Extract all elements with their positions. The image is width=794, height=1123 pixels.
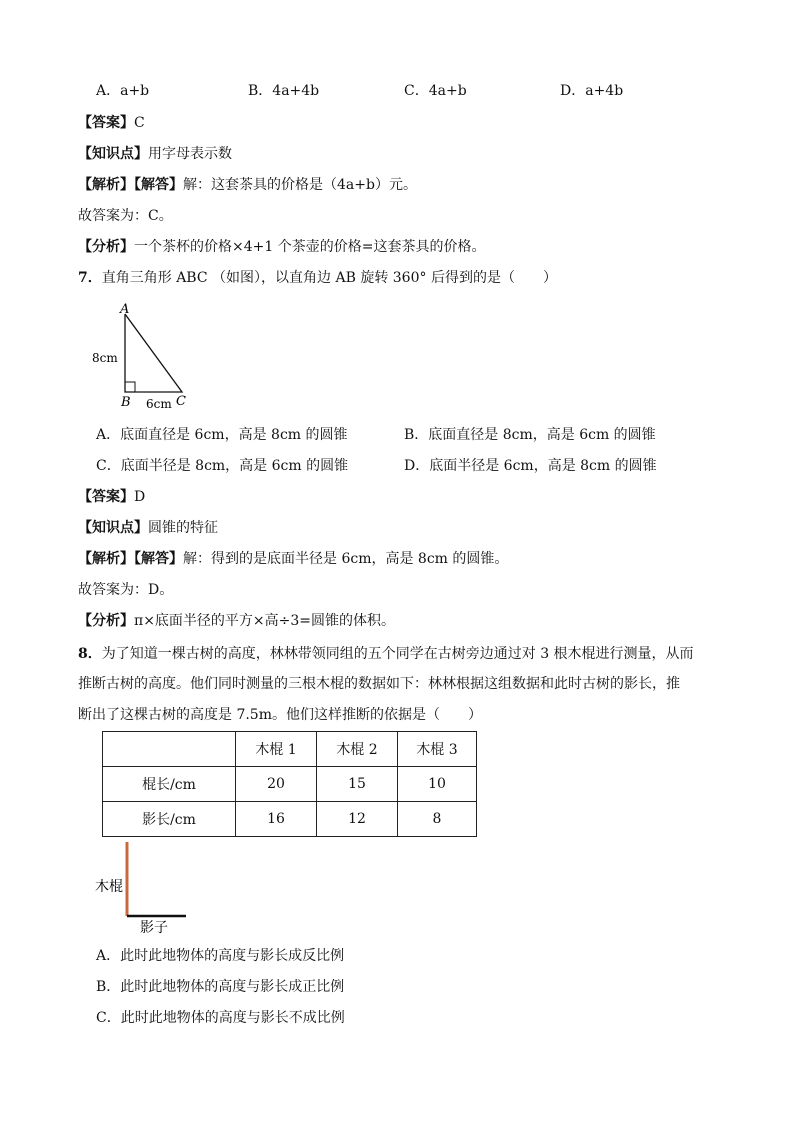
q8-option-c: C．此时此地物体的高度与影长不成比例 bbox=[96, 1010, 345, 1026]
table-header-row bbox=[103, 732, 477, 767]
q6-conclusion: 故答案为：C。 bbox=[78, 208, 173, 224]
table-cell: 20 bbox=[236, 767, 317, 802]
q7-option-b: B．底面直径是 8cm，高是 6cm 的圆锥 bbox=[404, 427, 656, 443]
stick-label: 木棍 bbox=[95, 879, 123, 895]
table-cell: 10 bbox=[398, 767, 477, 802]
q8-stick-shadow-figure bbox=[90, 842, 200, 937]
q7-answer: 【答案】D bbox=[78, 489, 146, 505]
table-row bbox=[103, 802, 477, 837]
table-header-cell bbox=[103, 732, 236, 767]
table-header-cell: 木棍 1 bbox=[236, 732, 317, 767]
q7-option-d: D．底面半径是 6cm，高是 8cm 的圆锥 bbox=[404, 458, 657, 474]
q6-knowledge-point: 【知识点】用字母表示数 bbox=[78, 146, 232, 162]
vertex-label-a: A bbox=[120, 302, 130, 317]
q8-option-a: A．此时此地物体的高度与影长成反比例 bbox=[96, 948, 345, 964]
vertex-label-c: C bbox=[176, 394, 186, 409]
q6-answer: 【答案】C bbox=[78, 115, 145, 131]
q8-option-b: B．此时此地物体的高度与影长成正比例 bbox=[96, 979, 345, 995]
q7-note: 【分析】π×底面半径的平方×高÷3=圆锥的体积。 bbox=[78, 613, 396, 629]
q6-option-a: A．a+b bbox=[96, 83, 150, 99]
q6-option-c: C．4a+b bbox=[404, 83, 467, 99]
table-cell: 15 bbox=[317, 767, 398, 802]
q8-stem-line-3: 断出了这棵古树的高度是 7.5m。他们这样推断的依据是（ ） bbox=[78, 707, 482, 723]
vertex-label-b: B bbox=[121, 395, 131, 410]
q7-triangle-figure bbox=[88, 300, 208, 410]
table-row-label: 棍长/cm bbox=[103, 767, 236, 802]
table-cell: 12 bbox=[317, 802, 398, 837]
table-header-cell: 木棍 3 bbox=[398, 732, 477, 767]
q8-stem-line-1: 8．为了知道一棵古树的高度，林林带领同组的五个同学在古树旁边通过对 3 根木棍进行测量，从而 bbox=[78, 646, 694, 662]
q6-analysis: 【解析】【解答】解：这套茶具的价格是（4a+b）元。 bbox=[78, 177, 417, 193]
q7-knowledge-point: 【知识点】圆锥的特征 bbox=[78, 520, 218, 536]
table-header-cell: 木棍 2 bbox=[317, 732, 398, 767]
q6-option-b: B．4a+4b bbox=[248, 83, 320, 99]
table-cell: 16 bbox=[236, 802, 317, 837]
side-ab-length: 8cm bbox=[92, 351, 118, 365]
side-bc-length: 6cm bbox=[146, 397, 172, 411]
table-row bbox=[103, 767, 477, 802]
triangle-outline bbox=[125, 314, 182, 392]
q8-measurement-table bbox=[102, 731, 477, 837]
right-angle-mark bbox=[125, 382, 135, 392]
q7-option-c: C．底面半径是 8cm，高是 6cm 的圆锥 bbox=[96, 458, 349, 474]
table-cell: 8 bbox=[398, 802, 477, 837]
q7-conclusion: 故答案为：D。 bbox=[78, 582, 174, 598]
shadow-label: 影子 bbox=[140, 920, 168, 936]
q6-option-d: D．a+4b bbox=[560, 83, 624, 99]
q6-note: 【分析】一个茶杯的价格×4+1 个茶壶的价格=这套茶具的价格。 bbox=[78, 239, 486, 255]
q8-stem-line-2: 推断古树的高度。他们同时测量的三根木棍的数据如下：林林根据这组数据和此时古树的影长，推 bbox=[78, 676, 680, 692]
q7-stem: 7．直角三角形 ABC （如图），以直角边 AB 旋转 360° 后得到的是（ ） bbox=[78, 270, 557, 286]
table-row-label: 影长/cm bbox=[103, 802, 236, 837]
q7-analysis: 【解析】【解答】解：得到的是底面半径是 6cm，高是 8cm 的圆锥。 bbox=[78, 551, 509, 567]
q7-option-a: A．底面直径是 6cm，高是 8cm 的圆锥 bbox=[96, 427, 348, 443]
